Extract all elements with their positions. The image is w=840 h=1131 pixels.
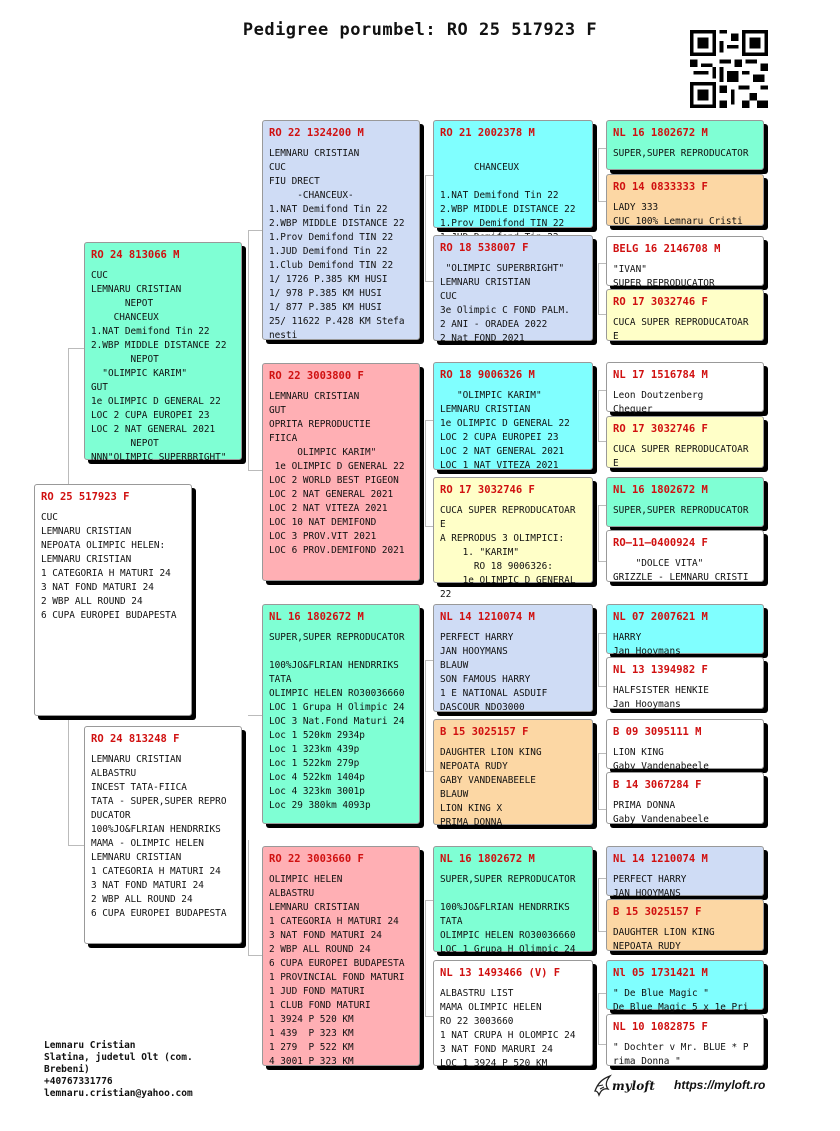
card-description: PRIMA DONNA Gaby Vandenabeele <box>613 800 709 825</box>
card-description: CUC LEMNARU CRISTIAN NEPOT CHANCEUX 1.NAT Demifond Tin 22 2.WBP MIDDLE DISTANCE 22 NEPOT "OLIMPIC KARIM" GUT 1e OLIMPIC D GENERAL 22 LOC 2 CUPA EUROPEI 23 LOC 2 NAT GENERAL 2021 NEPOT NNN"OLIMPIC SUPERBRIGHT" <box>91 270 227 463</box>
pedigree-card-gen3[interactable] <box>262 846 420 1066</box>
pedigree-card-gen4[interactable] <box>433 960 593 1069</box>
card-description: "IVAN" SUPER REPRODUCATOR <box>613 264 715 289</box>
ring-number: RO 22 3003800 F <box>269 370 364 382</box>
card-description: LEMNARU CRISTIAN CUC FIU DRECT -CHANCEUX- 1.NAT Demifond Tin 22 2.WBP MIDDLE DISTANCE 22 1.Prov Demifond TIN 22 1.JUD Demifond Tin 22 1.Club Demifond TIN 22 1/ 1726 P.385 KM HUSI 1/ 978 P.385 KM HUSI 1/ 877 P.385 KM HUSI 25/ 11622 P.428 KM Stefa nesti <box>269 148 405 341</box>
pedigree-card-gen5[interactable] <box>606 236 764 289</box>
card-description: HARRY Jan Hooymans <box>613 632 681 657</box>
connector-line <box>248 715 262 716</box>
ring-number: NL 10 1082875 F <box>613 1021 708 1033</box>
pedigree-card-gen4[interactable] <box>433 235 593 344</box>
card-description: "OLIMPIC KARIM" LEMNARU CRISTIAN 1e OLIMPIC D GENERAL 22 LOC 2 CUPA EUROPEI 23 LOC 2 NAT GENERAL 2021 LOC 1 NAT VITEZA 2021 <box>440 390 570 471</box>
pedigree-card-gen5[interactable] <box>606 604 764 657</box>
card-description: "DOLCE VITA" GRIZZLE - LEMNARU CRISTI <box>613 558 749 583</box>
card-description: CUCA SUPER REPRODUCATOAR E <box>613 317 749 342</box>
pedigree-card-gen5[interactable] <box>606 120 764 170</box>
ring-number: RO 18 538007 F <box>440 242 529 254</box>
pedigree-card-gen5[interactable] <box>606 719 764 772</box>
card-description: CUC LEMNARU CRISTIAN NEPOATA OLIMPIC HELEN: LEMNARU CRISTIAN 1 CATEGORIA H MATURI 24 3 NAT FOND MATURI 24 2 WBP ALL ROUND 24 6 CUPA EUROPEI BUDAPESTA <box>41 512 177 621</box>
card-description: " De Blue Magic " De Blue Magic 5 x 1e Pri <box>613 988 749 1013</box>
card-description: " Dochter v Mr. BLUE * P rima Donna " <box>613 1042 749 1067</box>
card-description: PERFECT HARRY JAN HOOYMANS BLAUW SON FAMOUS HARRY 1 E NATIONAL ASDUIF DASCOUR NDO3000 <box>440 632 548 713</box>
pedigree-card-gen5[interactable] <box>606 772 764 824</box>
pedigree-card-gen5[interactable] <box>606 362 764 415</box>
ring-number: NL 14 1210074 M <box>440 611 535 623</box>
pedigree-card-gen3[interactable] <box>262 604 420 824</box>
ring-number: RO 22 1324200 M <box>269 127 364 139</box>
ring-number: RO 25 517923 F <box>41 491 130 503</box>
connector-line <box>68 715 85 846</box>
ring-number: RO 24 813248 F <box>91 733 180 745</box>
pedigree-card-gen5[interactable] <box>606 899 764 951</box>
qr-code-icon <box>690 30 768 108</box>
pedigree-card-gen5[interactable] <box>606 530 764 582</box>
pedigree-card-gen5[interactable] <box>606 1014 764 1066</box>
connector-line <box>68 348 85 486</box>
pedigree-card-dam[interactable] <box>84 726 242 944</box>
card-description: PERFECT HARRY JAN HOOYMANS <box>613 874 687 899</box>
card-description: CUCA SUPER REPRODUCATOAR E <box>613 444 749 469</box>
card-description: Leon Doutzenberg Chequer <box>613 390 704 415</box>
brand-name: myloft <box>612 1079 655 1093</box>
ring-number: BELG 16 2146708 M <box>613 243 721 255</box>
ring-number: NL 16 1802672 M <box>440 853 535 865</box>
ring-number: RO 21 2002378 M <box>440 127 535 139</box>
ring-number: NL 16 1802672 M <box>613 127 708 139</box>
ring-number: RO 18 9006326 M <box>440 369 535 381</box>
pedigree-card-gen4[interactable] <box>433 846 593 955</box>
card-description: OLIMPIC HELEN ALBASTRU LEMNARU CRISTIAN 1 CATEGORIA H MATURI 24 3 NAT FOND MATURI 24 2 WBP ALL ROUND 24 6 CUPA EUROPEI BUDAPESTA 1 PROVINCIAL FOND MATURI 1 JUD FOND MATURI 1 CLUB FOND MATURI 1 3924 P 520 KM 1 439 P 323 KM 1 279 P 522 KM 4 3001 P 323 KM <box>269 874 405 1067</box>
ring-number: Nl 05 1731421 M <box>613 967 708 979</box>
card-description: "OLIMPIC SUPERBRIGHT" LEMNARU CRISTIAN CUC 3e Olimpic C FOND PALM. 2 ANI - ORADEA 2022 2 Nat FOND 2021 <box>440 263 570 344</box>
ring-number: RO 17 3032746 F <box>613 423 708 435</box>
card-description: HALFSISTER HENKIE Jan Hooymans <box>613 685 709 710</box>
pedigree-card-gen4[interactable] <box>433 120 593 228</box>
ring-number: B 15 3025157 F <box>613 906 702 918</box>
ring-number: B 09 3095111 M <box>613 726 702 738</box>
breeder-contact: Lemnaru Cristian Slatina, judetul Olt (com. Brebeni) +40767331776 lemnaru.cristian@yahoo.com <box>44 1040 193 1099</box>
ring-number: RO–11–0400924 F <box>613 537 708 549</box>
ring-number: B 14 3067284 F <box>613 779 702 791</box>
card-description: CHANCEUX 1.NAT Demifond Tin 22 2.WBP MIDDLE DISTANCE 22 1.Prov Demifond TIN 22 <box>440 162 576 229</box>
connector-line <box>248 230 263 351</box>
footer-brand <box>592 1073 772 1103</box>
page-title: Pedigree porumbel: RO 25 517923 F <box>242 20 598 40</box>
card-description: CUCA SUPER REPRODUCATOAR E A REPRODUS 3 OLIMPICI: 1. "KARIM" RO 18 9006326: 1e OLIMPIC D GENERAL 22 <box>440 505 576 600</box>
card-description: LADY 333 CUC 100% Lemnaru Cristi <box>613 202 743 227</box>
ring-number: NL 07 2007621 M <box>613 611 708 623</box>
pedigree-card-gen5[interactable] <box>606 657 764 709</box>
connector-line <box>248 350 263 471</box>
pedigree-card-gen3[interactable] <box>262 363 420 581</box>
pedigree-card-gen3[interactable] <box>262 120 420 340</box>
card-description: SUPER,SUPER REPRODUCATOR <box>613 148 749 159</box>
pedigree-card-gen4[interactable] <box>433 604 593 712</box>
ring-number: RO 17 3032746 F <box>613 296 708 308</box>
card-description: LEMNARU CRISTIAN ALBASTRU INCEST TATA-FIICA TATA - SUPER,SUPER REPRO DUCATOR 100%JO&FLRIAN HENDRRIKS MAMA - OLIMPIC HELEN LEMNARU CRISTIAN 1 CATEGORIA H MATURI 24 3 NAT FOND MATURI 24 2 WBP ALL ROUND 24 6 CUPA EUROPEI BUDAPESTA <box>91 754 227 919</box>
ring-number: RO 22 3003660 F <box>269 853 364 865</box>
card-description: DAUGHTER LION KING NEPOATA RUDY <box>613 927 715 952</box>
ring-number: NL 13 1493466 (V) F <box>440 967 561 979</box>
ring-number: NL 16 1802672 M <box>269 611 364 623</box>
ring-number: B 15 3025157 F <box>440 726 529 738</box>
website-link[interactable]: https://myloft.ro <box>674 1078 766 1092</box>
card-description: SUPER,SUPER REPRODUCATOR 100%JO&FLRIAN HENDRRIKS TATA OLIMPIC HELEN RO30036660 LOC 1 Grupa H Olimpic 24 LOC 3 Nat.Fond Maturi 24 Loc 1 520km 2934p Loc 1 323km 439p Loc 1 522km 279p Loc 4 522km 1404p Loc 4 323km 3001p Loc 29 380km 4093p <box>269 632 405 811</box>
pedigree-card-gen4[interactable] <box>433 477 593 600</box>
bird-logo-icon <box>592 1073 614 1097</box>
card-description: ALBASTRU LIST MAMA OLIMPIC HELEN RO 22 3003660 1 NAT CRUPA H OLOMPIC 24 3 NAT FOND MARURI 24 LOC 1 3924 P 520 KM <box>440 988 576 1069</box>
ring-number: NL 17 1516784 M <box>613 369 708 381</box>
ring-number: RO 24 813066 M <box>91 249 180 261</box>
card-description: LEMNARU CRISTIAN GUT OPRITA REPRODUCTIE FIICA OLIMPIC KARIM" 1e OLIMPIC D GENERAL 22 LOC 2 WORLD BEST PIGEON LOC 2 NAT GENERAL 2021 LOC 2 NAT VITEZA 2021 LOC 10 NAT DEMIFOND LOC 3 PROV.VIT 2021 LOC 6 PROV.DEMIFOND 2021 <box>269 391 405 556</box>
pedigree-card-sire[interactable] <box>84 242 242 463</box>
ring-number: RO 14 0833333 F <box>613 181 708 193</box>
card-description: DAUGHTER LION KING NEPOATA RUDY GABY VANDENABEELE BLAUW LION KING X PRIMA DONNA <box>440 747 542 828</box>
pedigree-card-subject[interactable] <box>34 484 192 716</box>
pedigree-card-gen5[interactable] <box>606 846 764 899</box>
card-description: SUPER,SUPER REPRODUCATOR <box>613 505 749 516</box>
pedigree-card-gen5[interactable] <box>606 289 764 341</box>
ring-number: NL 13 1394982 F <box>613 664 708 676</box>
card-description: LION KING Gaby Vandenabeele <box>613 747 709 772</box>
pedigree-card-gen5[interactable] <box>606 477 764 527</box>
ring-number: NL 14 1210074 M <box>613 853 708 865</box>
pedigree-card-gen5[interactable] <box>606 416 764 468</box>
pedigree-card-gen5[interactable] <box>606 960 764 1013</box>
pedigree-card-gen4[interactable] <box>433 362 593 470</box>
card-description: SUPER,SUPER REPRODUCATOR 100%JO&FLRIAN HENDRRIKS TATA OLIMPIC HELEN RO30036660 LOC 1 Grupa H Olimpic 24 <box>440 874 576 955</box>
pedigree-card-gen4[interactable] <box>433 719 593 828</box>
ring-number: RO 17 3032746 F <box>440 484 535 496</box>
ring-number: NL 16 1802672 M <box>613 484 708 496</box>
connector-line <box>248 840 263 956</box>
pedigree-card-gen5[interactable] <box>606 174 764 226</box>
